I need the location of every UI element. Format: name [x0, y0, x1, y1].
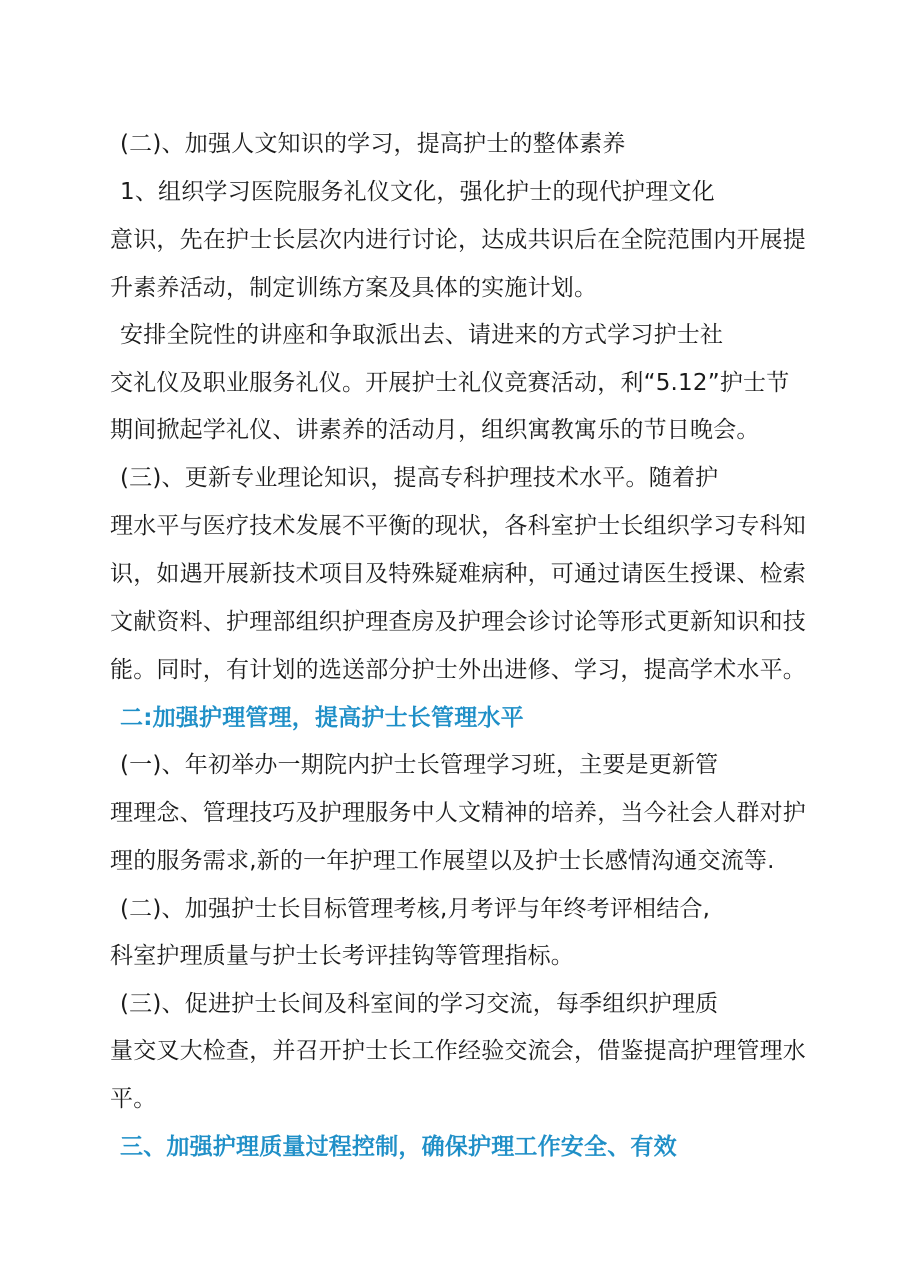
paragraph-line: (二)、加强护士长目标管理考核,月考评与年终考评相结合, — [120, 896, 711, 922]
paragraph-line: (三)、促进护士长间及科室间的学习交流，每季组织护理质 — [120, 991, 719, 1017]
section-heading: 二:加强护理管理，提高护士长管理水平 — [120, 705, 524, 731]
paragraph-line: (一)、年初举办一期院内护士长管理学习班，主要是更新管 — [120, 752, 719, 778]
paragraph-line: 量交叉大检查，并召开护士长工作经验交流会，借鉴提高护理管理水 — [110, 1038, 806, 1064]
paragraph-line: 文献资料、护理部组织护理查房及护理会诊讨论等形式更新知识和技 — [110, 609, 806, 635]
paragraph-line: 平。 — [110, 1086, 157, 1112]
paragraph-line: 安排全院性的讲座和争取派出去、请进来的方式学习护士社 — [120, 322, 724, 348]
paragraph-line: 意识，先在护士长层次内进行讨论，达成共识后在全院范围内开展提 — [110, 227, 806, 253]
paragraph-line: (二)、加强人文知识的学习，提高护士的整体素养 — [120, 131, 626, 157]
paragraph-line: 理的服务需求,新的一年护理工作展望以及护士长感情沟通交流等. — [110, 848, 775, 874]
paragraph-line: 期间掀起学礼仪、讲素养的活动月，组织寓教寓乐的节日晚会。 — [110, 417, 760, 443]
paragraph-line: 科室护理质量与护士长考评挂钩等管理指标。 — [110, 943, 574, 969]
paragraph-line: 1、组织学习医院服务礼仪文化，强化护士的现代护理文化 — [120, 179, 715, 205]
paragraph-line: 升素养活动，制定训练方案及具体的实施计划。 — [110, 275, 598, 301]
paragraph-line: 理水平与医疗技术发展不平衡的现状，各科室护士长组织学习专科知 — [110, 513, 806, 539]
paragraph-line: 识，如遇开展新技术项目及特殊疑难病种，可通过请医生授课、检索 — [110, 561, 806, 587]
paragraph-line: 理理念、管理技巧及护理服务中人文精神的培养，当今社会人群对护 — [110, 800, 806, 826]
paragraph-line: (三)、更新专业理论知识，提高专科护理技术水平。随着护 — [120, 465, 719, 491]
paragraph-line: 能。同时，有计划的选送部分护士外出进修、学习，提高学术水平。 — [110, 657, 806, 683]
paragraph-line: 交礼仪及职业服务礼仪。开展护士礼仪竞赛活动，利“5.12”护士节 — [110, 370, 790, 396]
section-heading: 三、加强护理质量过程控制，确保护理工作安全、有效 — [120, 1134, 677, 1160]
